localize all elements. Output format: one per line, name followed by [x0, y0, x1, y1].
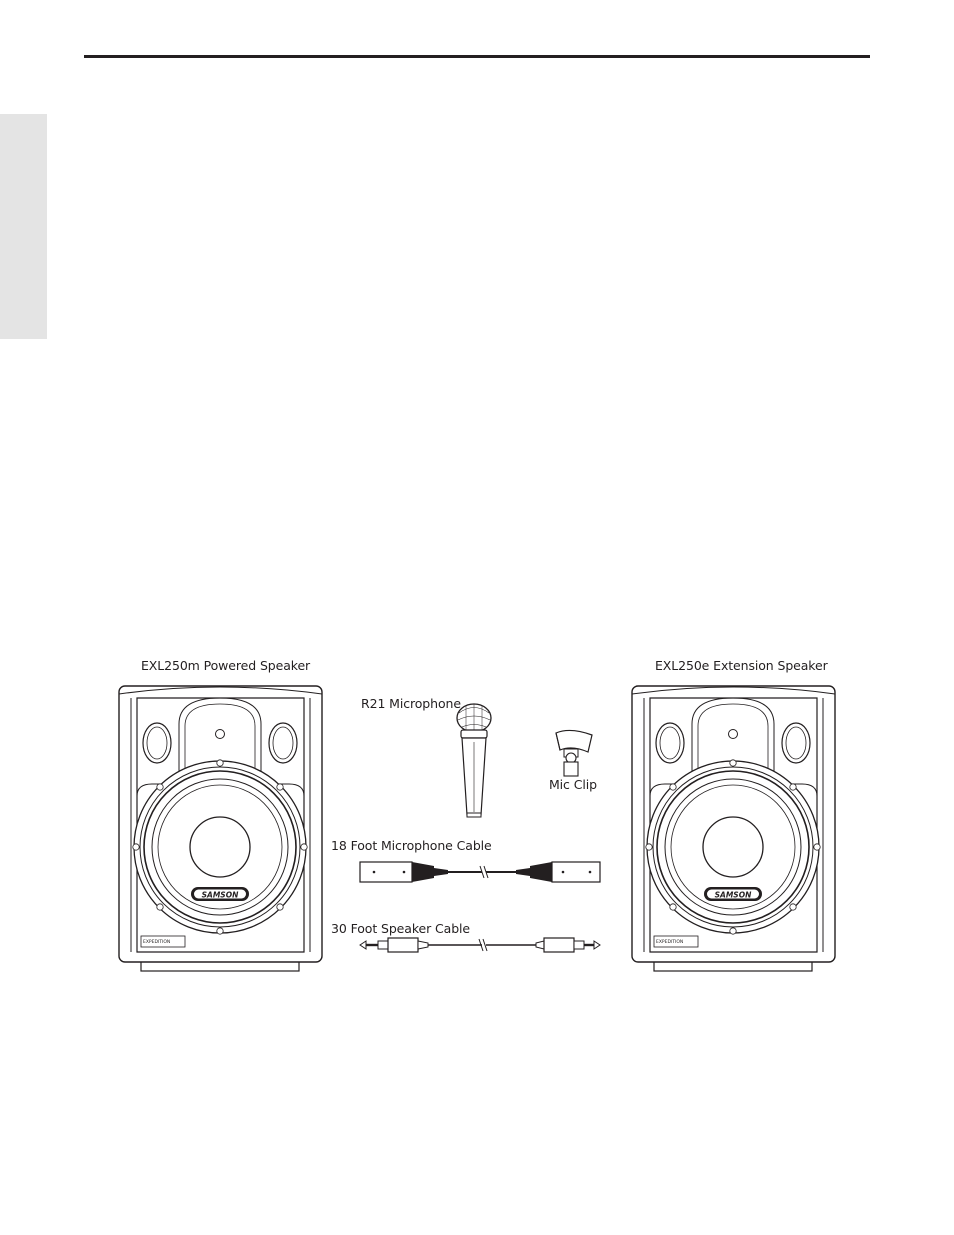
powered-speaker-label: EXL250m Powered Speaker	[141, 658, 311, 673]
mic-cable-drawing	[360, 862, 600, 882]
speaker-logo-text: SAMSON	[201, 890, 239, 900]
speaker-cable-label: 30 Foot Speaker Cable	[331, 921, 470, 936]
speaker-logo-text: SAMSON	[714, 890, 752, 900]
extension-speaker-drawing	[632, 686, 835, 971]
speaker-cable-drawing	[360, 938, 600, 952]
mic-cable-label: 18 Foot Microphone Cable	[331, 838, 492, 853]
microphone-drawing	[457, 704, 491, 817]
microphone-label: R21 Microphone	[361, 696, 461, 711]
speaker-badge-text: EXPEDITION	[143, 940, 171, 945]
speaker-badge-text: EXPEDITION	[656, 940, 684, 945]
extension-speaker-label: EXL250e Extension Speaker	[655, 658, 828, 673]
powered-speaker-drawing	[119, 686, 322, 971]
mic-clip-drawing	[556, 730, 592, 776]
mic-clip-label: Mic Clip	[549, 777, 597, 792]
